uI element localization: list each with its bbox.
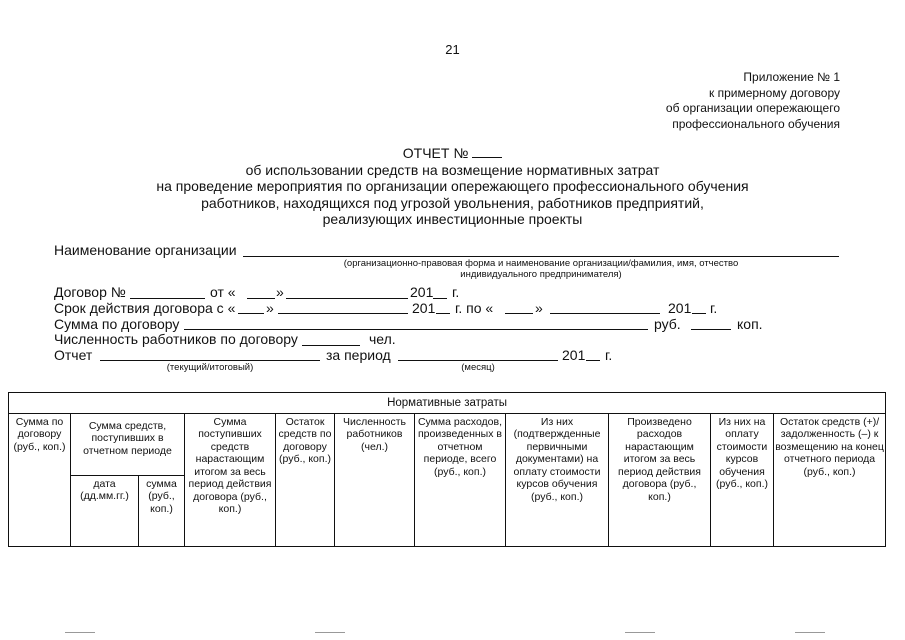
term-label: Срок действия договора с «: [54, 300, 236, 316]
col-confirmed-course-costs: Из них (подтвержденные первичными документами) на оплату стоимости курсов обучения (руб., коп.): [506, 413, 609, 546]
period-year-blank[interactable]: [586, 360, 600, 361]
year-suffix: г.: [710, 300, 718, 316]
appendix-line: Приложение № 1: [743, 70, 840, 84]
normative-costs-table: [8, 392, 886, 547]
table-title: Нормативные затраты: [9, 393, 886, 414]
rub-label: руб.: [654, 316, 681, 332]
contract-year-blank[interactable]: [433, 298, 447, 299]
year-prefix: 201: [410, 284, 434, 300]
table-row: [9, 413, 886, 475]
title-line: об использовании средств на возмещение нормативных затрат: [245, 161, 660, 178]
title-line: на проведение мероприятия по организации опережающего профессионального обучения: [156, 178, 749, 194]
amount-kop-blank[interactable]: [691, 329, 731, 330]
persons-label: чел.: [369, 331, 396, 347]
amount-label: Сумма по договору: [54, 316, 180, 332]
term-end-month-blank[interactable]: [550, 313, 660, 314]
quote-close: »: [535, 300, 543, 316]
period-label: за период: [326, 347, 391, 363]
contract-number-blank[interactable]: [130, 298, 205, 299]
year-prefix: 201: [668, 300, 692, 316]
title-line: реализующих инвестиционные проекты: [322, 211, 583, 227]
report-title: [0, 144, 905, 228]
edge-mark: [65, 632, 95, 634]
year-prefix: 201: [412, 300, 436, 316]
contract-month-blank[interactable]: [286, 298, 408, 299]
report-number-blank[interactable]: [472, 144, 502, 158]
col-received-funds: Сумма средств, поступивших в отчетном периоде: [71, 413, 185, 475]
col-contract-balance: Остаток средств по договору (руб., коп.): [276, 413, 335, 546]
col-contract-amount: Сумма по договору (руб., коп.): [9, 413, 71, 546]
org-name-blank[interactable]: [243, 256, 839, 257]
col-expenses-cumulative: Произведено расходов нарастающим итогом за весь период действия договора (руб., коп.): [609, 413, 711, 546]
report-type-blank[interactable]: [100, 360, 320, 361]
term-end-year-blank[interactable]: [692, 313, 706, 314]
report-type-label: Отчет: [54, 347, 93, 363]
period-month-blank[interactable]: [398, 360, 558, 361]
page-number: 21: [445, 42, 460, 57]
staff-count-blank[interactable]: [302, 345, 360, 346]
contract-from-label: от «: [210, 284, 236, 300]
appendix-caption: [666, 70, 840, 132]
contract-label: Договор №: [54, 284, 126, 300]
term-start-year-blank[interactable]: [436, 313, 450, 314]
report-number-heading: [0, 144, 905, 162]
staff-label: Численность работников по договору: [54, 331, 298, 347]
title-line: работников, находящихся под угрозой увольнения, работников предприятий,: [201, 194, 704, 211]
contract-day-blank[interactable]: [247, 298, 275, 299]
col-expenses-period: Сумма расходов, произведенных в отчетном периоде, всего (руб., коп.): [415, 413, 506, 546]
col-received-cumulative: Сумма поступивших средств нарастающим итогом за весь период действия договора (руб., коп.): [185, 413, 276, 546]
appendix-line: профессионального обучения: [672, 116, 840, 131]
amount-rub-blank[interactable]: [184, 329, 648, 330]
org-note-line: индивидуального предпринимателя): [460, 269, 622, 280]
col-staff-count: Численность работников (чел.): [335, 413, 415, 546]
month-note: (месяц): [461, 362, 495, 373]
report-number-label: ОТЧЕТ №: [402, 145, 469, 161]
edge-mark: [795, 632, 825, 634]
appendix-line: об организации опережающего: [665, 101, 840, 115]
org-note-line: (организационно-правовая форма и наименование организации/фамилия, имя, отчество: [343, 258, 739, 269]
col-course-costs: Из них на оплату стоимости курсов обучения (руб., коп.): [711, 413, 774, 546]
term-start-day-blank[interactable]: [238, 313, 264, 314]
year-suffix: г.: [605, 347, 613, 363]
org-label: Наименование организации: [54, 242, 237, 258]
quote-close: »: [266, 300, 274, 316]
current-note: (текущий/итоговый): [166, 362, 254, 373]
edge-mark: [315, 632, 345, 634]
term-end-day-blank[interactable]: [505, 313, 533, 314]
col-received-sum: сумма (руб., коп.): [139, 475, 185, 546]
col-balance-debt: Остаток средств (+)/ задолженность (–) к возмещению на конец отчетного периода (руб., коп.): [774, 413, 886, 546]
term-to-label: г. по «: [455, 300, 494, 316]
col-received-date: дата (дд.мм.гг.): [71, 475, 139, 546]
edge-mark: [625, 632, 655, 634]
appendix-line: к примерному договору: [709, 85, 840, 100]
kop-label: коп.: [737, 316, 763, 332]
year-suffix: г.: [452, 284, 460, 300]
term-start-month-blank[interactable]: [278, 313, 408, 314]
year-prefix: 201: [562, 347, 586, 363]
quote-close: »: [276, 284, 284, 300]
table-header-row: [9, 393, 886, 414]
org-note: [243, 258, 839, 280]
